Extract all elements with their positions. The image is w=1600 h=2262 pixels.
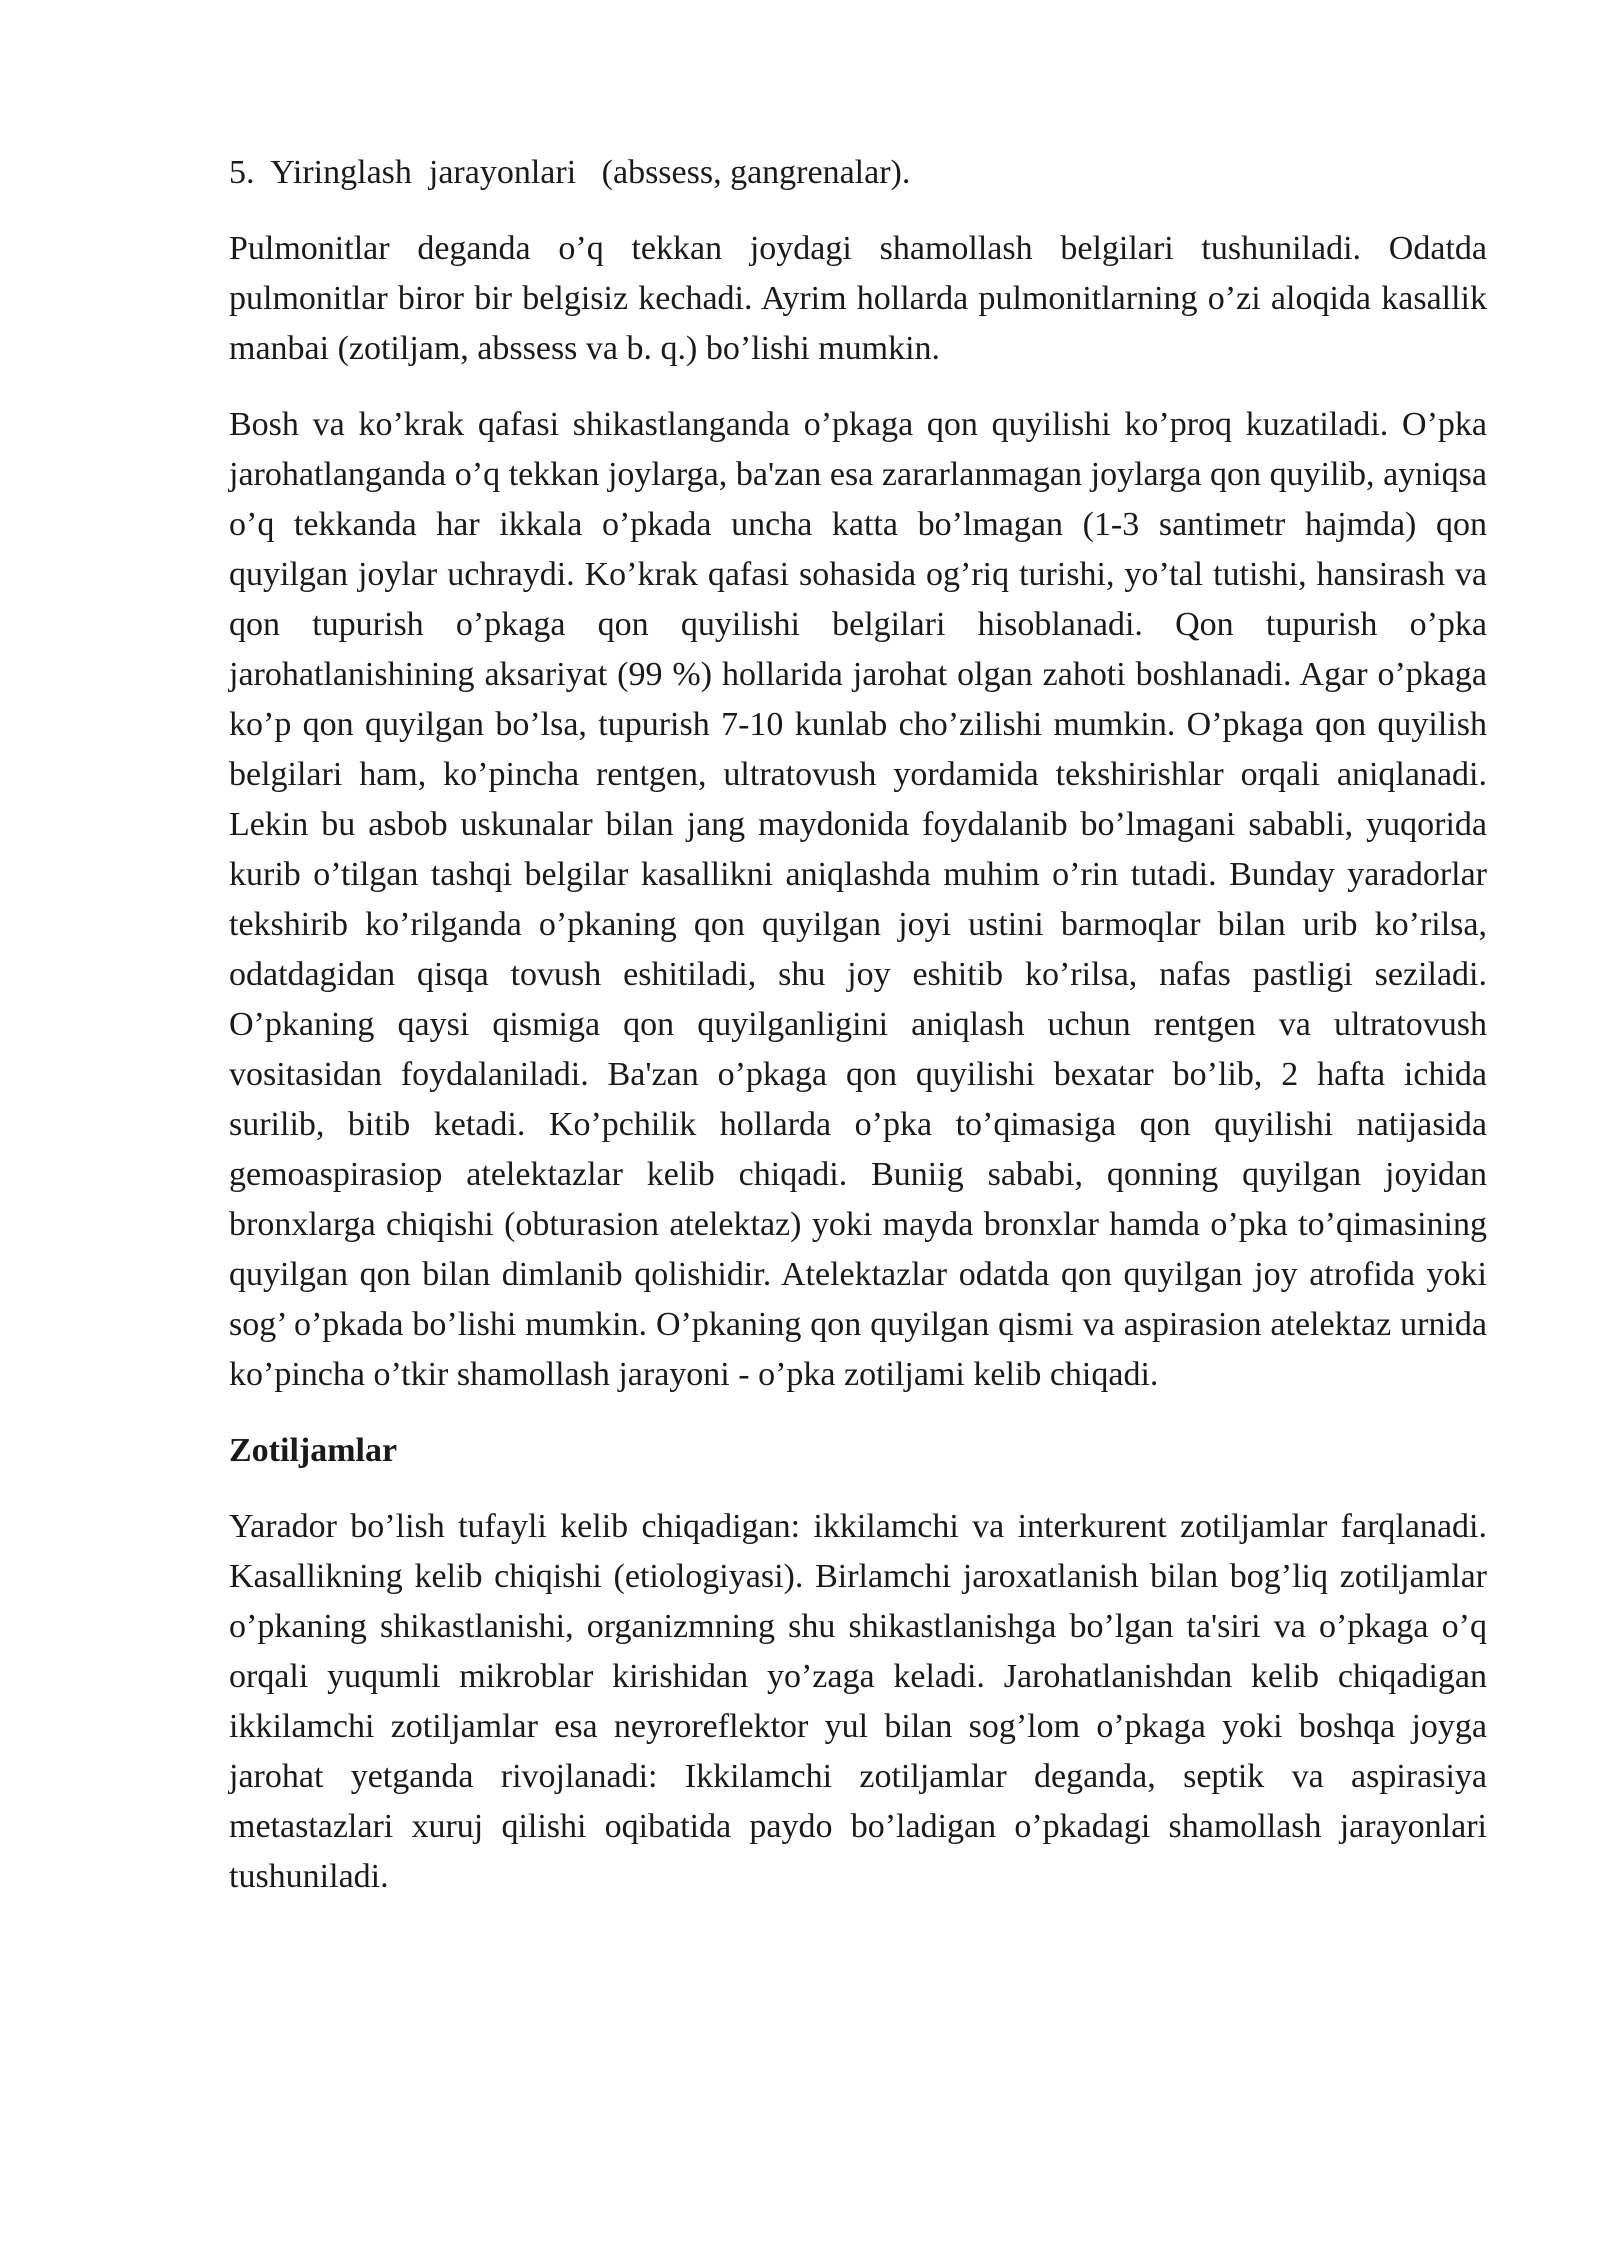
paragraph-pulmonitlar: Pulmonitlar deganda o’q tekkan joydagi shamollash belgilari tushuniladi. Odatda pulmonitlar biror bir belgisiz kechadi. Ayrim hollarda pulmonitlarning o’zi aloqida kasallik manbai (zotiljam, abssess va b. q.) bo’lishi mumkin.: [229, 230, 1487, 367]
document-page: [229, 148, 1487, 1928]
list-item-5: 5. Yiringlash jarayonlari (abssess, gangrenalar).: [229, 154, 911, 191]
paragraph-qon-quyilishi: Bosh va ko’krak qafasi shikastlanganda o’pkaga qon quyilishi ko’proq kuzatiladi. O’pka jarohatlanganda o’q tekkan joylarga, ba'zan esa zararlanmagan joylarga qon quyilib, ayniqsa o’q tekkanda har ikkala o’pkada uncha katta bo’lmagan (1-3 santimetr hajmda) qon quyilgan joylar uchraydi. Ko’krak qafasi sohasida og’riq turishi, yo’tal tutishi, hansirash va qon tupurish o’pkaga qon quyilishi belgilari hisoblanadi. Qon tupurish o’pka jarohatlanishining aksariyat (99 %) hollarida jarohat olgan zahoti boshlanadi. Agar o’pkaga ko’p qon quyilgan bo’lsa, tupurish 7-10 kunlab cho’zilishi mumkin. O’pkaga qon quyilish belgilari ham, ko’pincha rentgen, ultratovush yordamida tekshirishlar orqali aniqlanadi. Lekin bu asbob uskunalar bilan jang maydonida foydalanib bo’lmagani sababli, yuqorida kurib o’tilgan tashqi belgilar kasallikni aniqlashda muhim o’rin tutadi. Bunday yaradorlar tekshirib ko’rilganda o’pkaning qon quyilgan joyi ustini barmoqlar bilan urib ko’rilsa, odatdagidan qisqa tovush eshitiladi, shu joy eshitib ko’rilsa, nafas pastligi seziladi. O’pkaning qaysi qismiga qon quyilganligini aniqlash uchun rentgen va ultratovush vositasidan foydalaniladi. Ba'zan o’pkaga qon quyilishi bexatar bo’lib, 2 hafta ichida surilib, bitib ketadi. Ko’pchilik hollarda o’pka to’qimasiga qon quyilishi natijasida gemoaspirasiop atelektazlar kelib chiqadi. Buniig sababi, qonning quyilgan joyidan bronxlarga chiqishi (obturasion atelektaz) yoki mayda bronxlar hamda o’pka to’qimasining quyilgan qon bilan dimlanib qolishidir. Atelektazlar odatda qon quyilgan joy atrofida yoki sog’ o’pkada bo’lishi mumkin. O’pkaning qon quyilgan qismi va aspirasion atelektaz urnida ko’pincha o’tkir shamollash jarayoni - o’pka zotiljami kelib chiqadi.: [229, 406, 1487, 1393]
section-heading-zotiljamlar: Zotiljamlar: [229, 1432, 398, 1469]
paragraph-zotiljamlar: Yarador bo’lish tufayli kelib chiqadigan: ikkilamchi va interkurent zotiljamlar farqlanadi. Kasallikning kelib chiqishi (etiologiyasi). Birlamchi jaroxatlanish bilan bog’liq zotiljamlar o’pkaning shikastlanishi, organizmning shu shikastlanishga bo’lgan ta'siri va o’pkaga o’q orqali yuqumli mikroblar kirishidan yo’zaga keladi. Jarohatlanishdan kelib chiqadigan ikkilamchi zotiljamlar esa neyroreflektor yul bilan sog’lom o’pkaga yoki boshqa joyga jarohat yetganda rivojlanadi: Ikkilamchi zotiljamlar deganda, septik va aspirasiya metastazlari xuruj qilishi oqibatida paydo bo’ladigan o’pkadagi shamollash jarayonlari tushuniladi.: [229, 1508, 1487, 1895]
